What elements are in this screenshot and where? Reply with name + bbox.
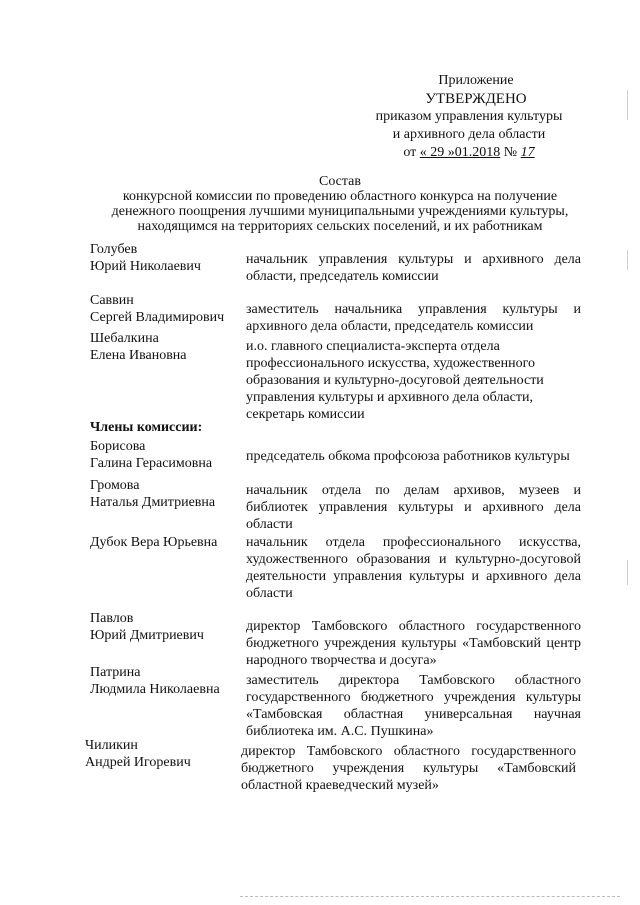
scan-edge [240, 896, 620, 899]
document-title [90, 174, 590, 234]
commission-row-deputy [90, 292, 596, 332]
member-name: Шебалкина Елена Ивановна [90, 331, 187, 363]
approved-label: УТВЕРЖДЕНО [425, 91, 527, 107]
scan-mark [627, 90, 628, 120]
member-name: Борисова Галина Герасимовна [90, 439, 213, 471]
member-name: Саввин Сергей Владимирович [90, 293, 225, 325]
number-label: № [503, 145, 518, 160]
member-role: начальник управления культуры и архивного дела области, председатель комиссии [246, 252, 581, 284]
title-line-2: конкурсной комиссии по проведению областного конкурса на получение [122, 189, 558, 204]
date-value: « 29 »01.2018 [419, 145, 501, 160]
title-line-3: денежного поощрения лучшими муниципальными учреждениями культуры, [111, 204, 569, 219]
member-name: Громова Наталья Дмитриевна [90, 478, 216, 510]
commission-row-chair [90, 241, 596, 284]
commission-row-member [85, 737, 591, 797]
commission-row-member [90, 534, 596, 604]
commission-row-member [90, 477, 596, 532]
commission-row-member [90, 610, 596, 670]
member-name: Чиликин Андрей Игоревич [85, 738, 191, 770]
member-name: Голубев Юрий Николаевич [90, 242, 201, 274]
order-line-1: приказом управления культуры [375, 109, 563, 124]
order-number: 17 [520, 145, 535, 160]
date-prefix: от [403, 145, 417, 160]
member-role: заместитель начальника управления культуры и архивного дела области, председатель комиссии [246, 302, 581, 334]
members-heading: Члены комиссии: [90, 420, 203, 435]
title-line-4: находящимся на территориях сельских поселений, и их работникам [137, 219, 543, 234]
order-date-line [354, 144, 584, 162]
appendix-label: Приложение [438, 73, 514, 88]
member-role: председатель обкома профсоюза работников культуры [246, 449, 570, 464]
member-role: заместитель директора Тамбовского областного государственного бюджетного учреждения культуры «Тамбовская областная универсальная научная библиотека им. А.С. Пушкина» [246, 673, 581, 739]
member-name: Дубок Вера Юрьевна [90, 535, 218, 550]
member-role: директор Тамбовского областного государственного бюджетного учреждения культуры «Тамбовский областной краеведческий музей» [241, 744, 576, 793]
member-name: Патрина Людмила Николаевна [90, 665, 220, 697]
commission-row-secretary [90, 330, 596, 420]
scan-mark [627, 560, 628, 585]
member-role: директор Тамбовского областного государственного бюджетного учреждения культуры «Тамбовский центр народного творчества и досуга» [246, 619, 581, 668]
member-name: Павлов Юрий Дмитриевич [90, 611, 204, 643]
scan-mark [627, 250, 628, 270]
member-role: и.о. главного специалиста-эксперта отдела профессионального искусства, художественного образования и культурно-досуговой деятельности управления культуры и архивного дела области, секретарь комиссии [246, 339, 544, 422]
member-role: начальник отдела по делам архивов, музеев и библиотек управления культуры и архивного дела области [246, 483, 581, 532]
member-role: начальник отдела профессионального искусства, художественного образования и культурно-досуговой деятельности управления культуры и архивного дела области [246, 535, 581, 601]
title-line-1: Состав [318, 174, 361, 189]
order-line-2: и архивного дела области [392, 127, 546, 142]
commission-row-member [90, 438, 596, 478]
commission-row-member [90, 664, 596, 739]
